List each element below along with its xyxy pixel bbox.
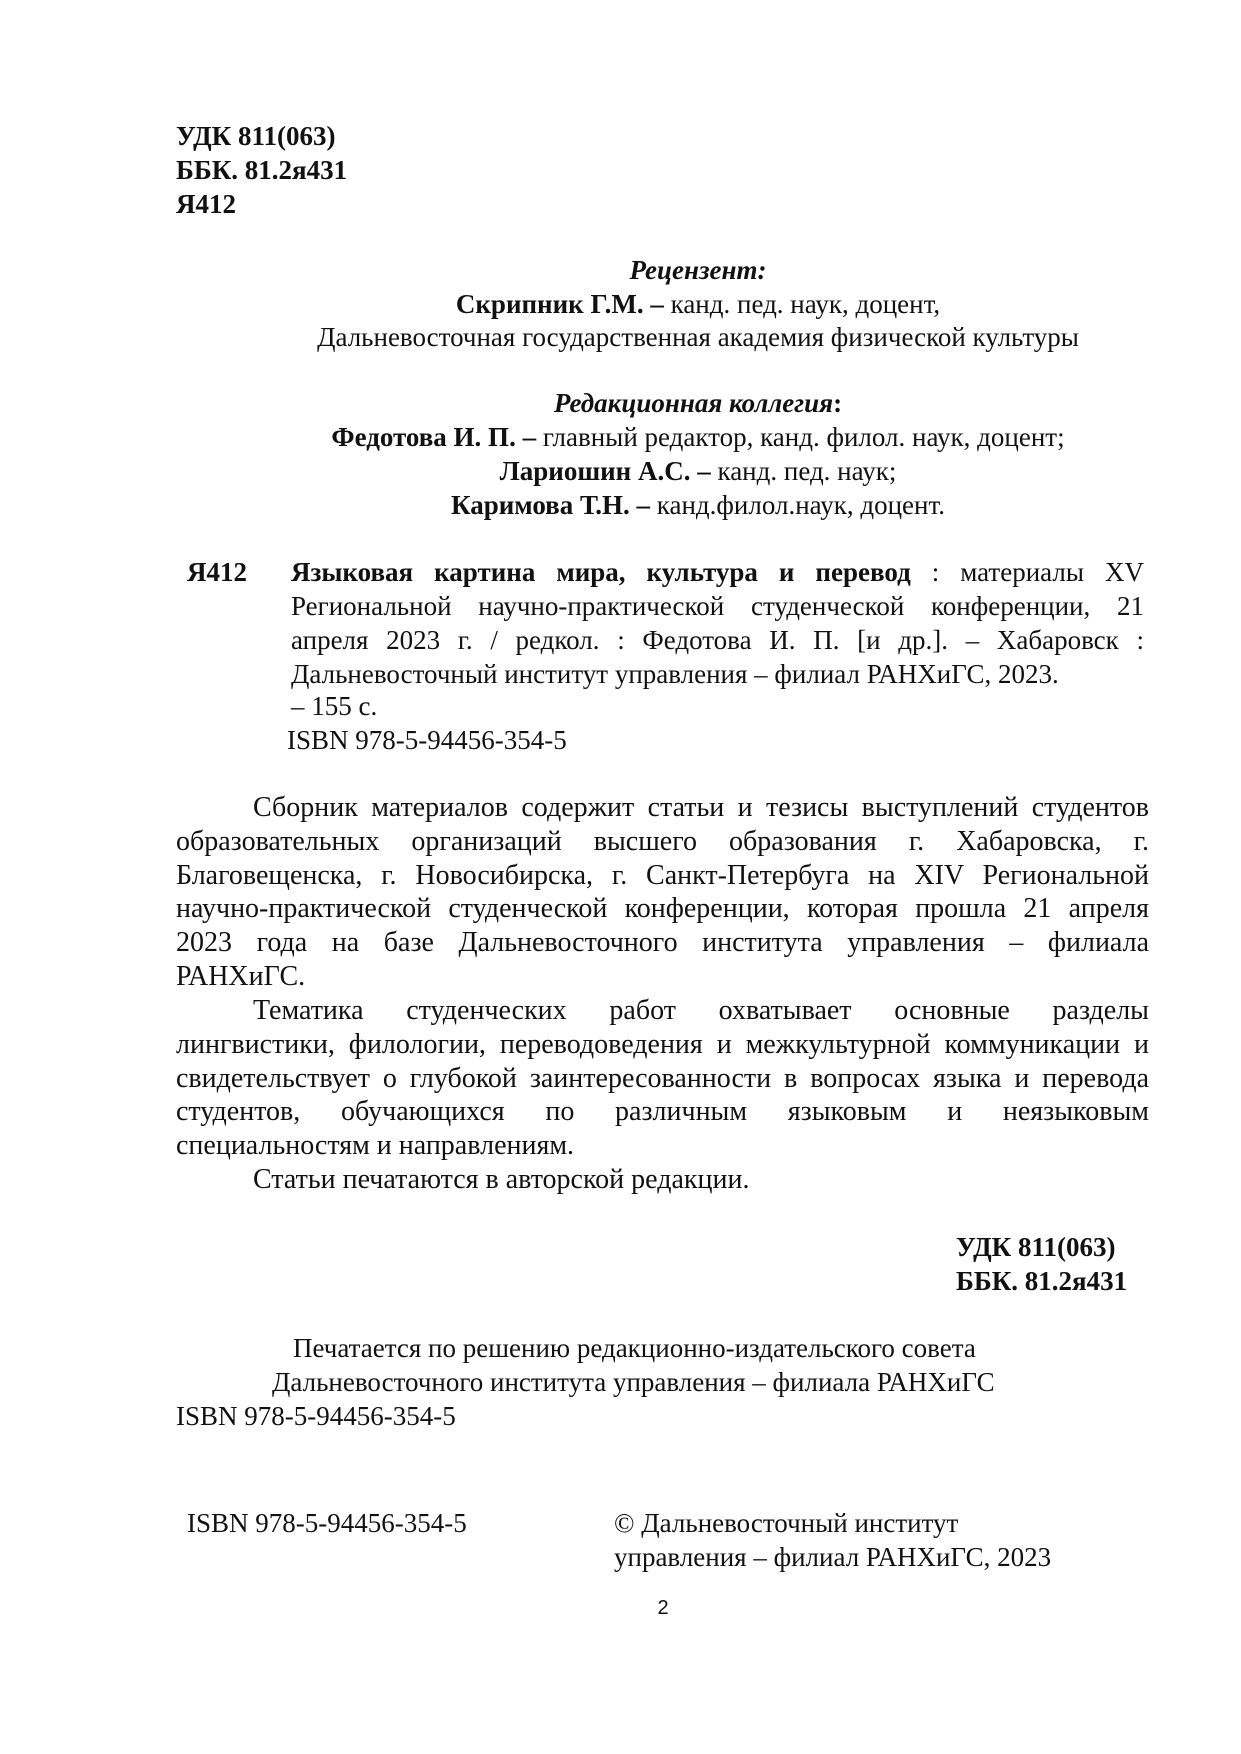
abstract-line: специальностям и направлениям. (176, 1130, 575, 1161)
abstract-line: Статьи печатаются в авторской редакции. (253, 1164, 750, 1195)
abstract-line: студентов, обучающихся по различным языковым и неязыковым (176, 1096, 1149, 1127)
abstract-line: научно-практической студенческой конференции, которая прошла 21 апреля (176, 893, 1149, 924)
page-number: 2 (657, 1597, 669, 1619)
catalog-line: Дальневосточный институт управления – филиал РАНХиГС, 2023. (291, 659, 1059, 689)
publication-line: Печатается по решению редакционно-издательского совета (293, 1333, 976, 1363)
abstract-line: Благовещенска, г. Новосибирска, г. Санкт-Петербуга на XIV Региональной (176, 860, 1149, 891)
board-member-name: Федотова И. П. – (331, 422, 537, 452)
board-member-name: Каримова Т.Н. – (450, 490, 651, 520)
copyright-line: © Дальневосточный институт (614, 1508, 959, 1538)
reviewer-heading: Рецензент: (629, 255, 767, 285)
board-member-title: главный редактор, канд. филол. наук, доцент; (536, 422, 1065, 452)
abstract-line: лингвистики, филологии, переводоведения и межкультурной коммуникации и (176, 1029, 1149, 1060)
bbk-code-top: ББК. 81.2я431 (176, 155, 348, 185)
copyright-line: управления – филиал РАНХиГС, 2023 (614, 1542, 1052, 1572)
board-member-title: канд. пед. наук; (710, 456, 897, 486)
board-member (0, 454, 1241, 488)
abstract-line: Сборник материалов содержит статьи и тезисы выступлений студентов (253, 792, 1149, 823)
udk-code-top: УДК 811(063) (176, 121, 336, 151)
board-member (0, 488, 1241, 522)
catalog-title: Языковая картина мира, культура и перевод (291, 557, 911, 587)
catalog-isbn: ISBN 978-5-94456-354-5 (287, 725, 567, 755)
bbk-code-bottom: ББК. 81.2я431 (956, 1266, 1128, 1296)
abstract-line: РАНХиГС. (176, 961, 306, 992)
board-member-name: Лариошин А.С. – (499, 456, 711, 486)
catalog-line: – 155 с. (291, 691, 378, 721)
udk-code-bottom: УДК 811(063) (956, 1232, 1116, 1262)
catalog-index: Я412 (187, 557, 247, 587)
publication-line: Дальневосточного института управления – филиала РАНХиГС (272, 1367, 995, 1397)
catalog-line: Региональной научно-практической студенческой конференции, 21 (291, 591, 1144, 621)
reviewer-affiliation: Дальневосточная государственная академия физической культуры (317, 322, 1079, 352)
abstract-line: образовательных организаций высшего образования г. Хабаровска, г. (176, 826, 1149, 857)
reviewer-line (0, 287, 1241, 321)
catalog-line (291, 555, 1144, 589)
board-member-title: канд.филол.наук, доцент. (650, 490, 946, 520)
board-heading-colon: : (833, 388, 843, 418)
catalog-line: апреля 2023 г. / редкол. : Федотова И. П. [и др.]. – Хабаровск : (291, 625, 1144, 655)
catalog-line1-rest: : материалы XV (910, 557, 1144, 587)
abstract-line: 2023 года на базе Дальневосточного института управления – филиала (176, 927, 1149, 958)
abstract-line: Тематика студенческих работ охватывает основные разделы (253, 995, 1149, 1026)
author-index-top: Я412 (176, 189, 236, 219)
reviewer-name: Скрипник Г.М. – (455, 289, 664, 319)
reviewer-title: канд. пед. наук, доцент, (663, 289, 941, 319)
publication-isbn: ISBN 978-5-94456-354-5 (176, 1401, 456, 1431)
board-heading (0, 386, 1241, 420)
board-member (0, 420, 1241, 454)
footer-isbn: ISBN 978-5-94456-354-5 (187, 1508, 467, 1538)
board-heading-text: Редакционная коллегия (553, 388, 834, 418)
abstract-line: свидетельствует о глубокой заинтересованности в вопросах языка и перевода (176, 1063, 1149, 1094)
